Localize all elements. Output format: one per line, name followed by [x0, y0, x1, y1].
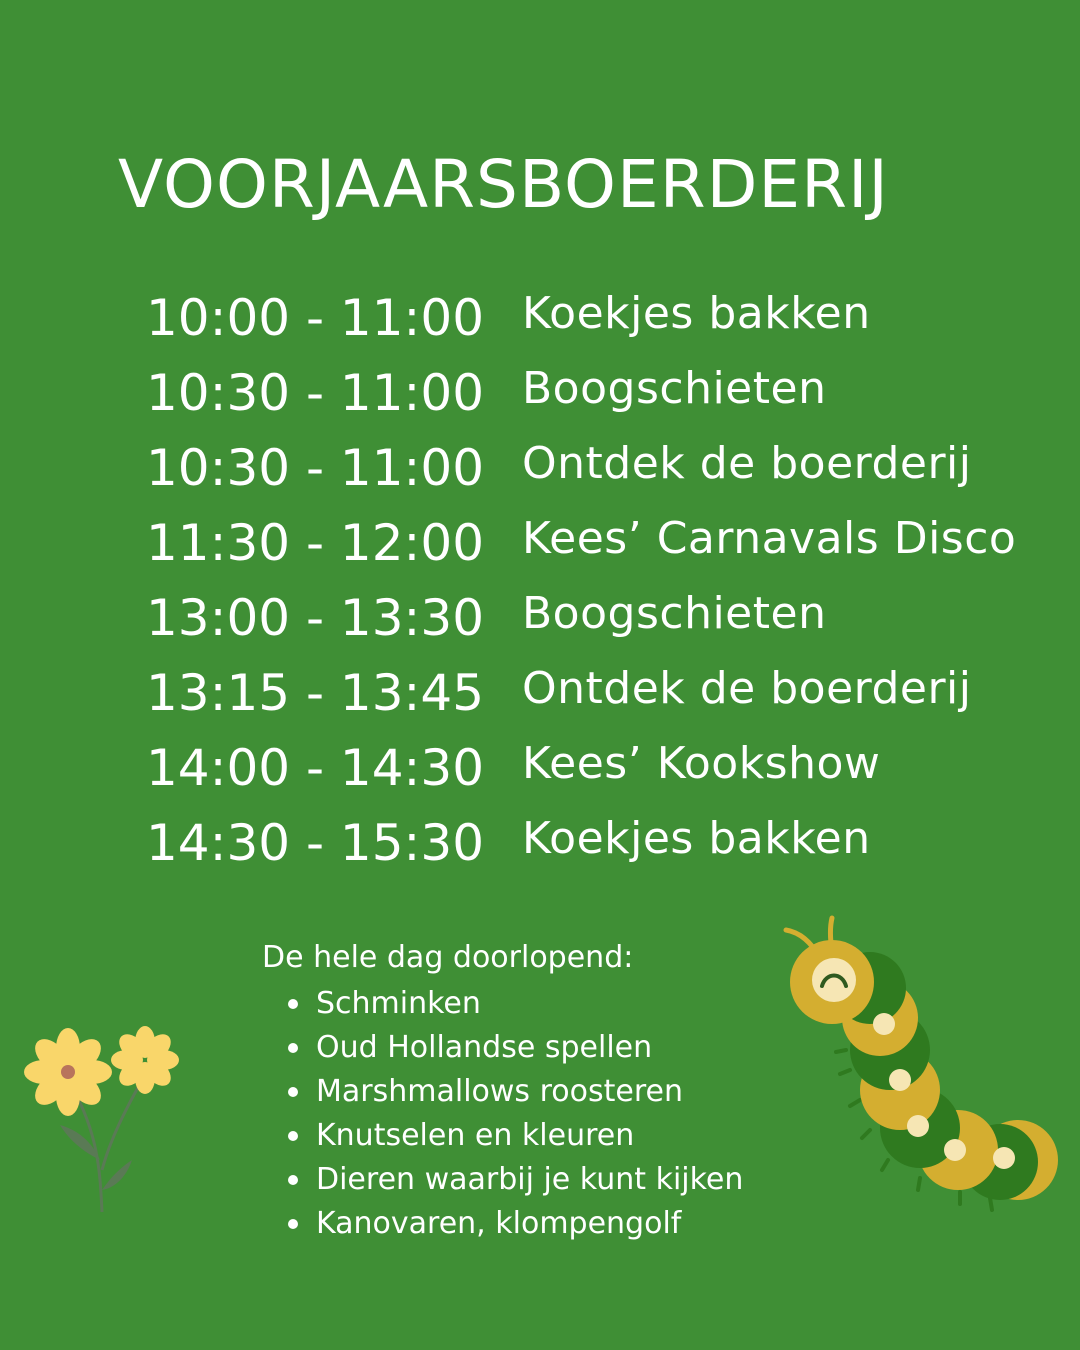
- all-day-section: [262, 940, 743, 1246]
- schedule-activity: Ontdek de boerderij: [522, 438, 972, 489]
- schedule-activity: Ontdek de boerderij: [522, 663, 972, 714]
- schedule-time: 14:00 - 14:30: [146, 739, 485, 797]
- schedule-time: 11:30 - 12:00: [146, 514, 485, 572]
- all-day-heading: De hele dag doorlopend:: [262, 940, 634, 975]
- schedule-activity: Koekjes bakken: [522, 813, 871, 864]
- list-item: [288, 1026, 743, 1070]
- caterpillar-icon: [770, 910, 1070, 1224]
- list-item: [288, 1158, 743, 1202]
- schedule-activity: Koekjes bakken: [522, 288, 871, 339]
- list-item: [288, 1202, 743, 1246]
- page-title: VOORJAARSBOERDERIJ: [118, 146, 889, 224]
- list-item-label: Dieren waarbij je kunt kijken: [316, 1162, 744, 1197]
- list-item: [288, 1070, 743, 1114]
- bullet-icon: [288, 1131, 298, 1141]
- schedule-time: 10:30 - 11:00: [146, 364, 485, 422]
- schedule-activity: Kees’ Kookshow: [522, 738, 881, 789]
- schedule-time: 13:15 - 13:45: [146, 664, 485, 722]
- list-item-label: Oud Hollandse spellen: [316, 1030, 653, 1065]
- list-item-label: Schminken: [316, 986, 481, 1021]
- schedule-time: 13:00 - 13:30: [146, 589, 485, 647]
- schedule-activity: Boogschieten: [522, 363, 827, 414]
- schedule-activity: Boogschieten: [522, 588, 827, 639]
- bullet-icon: [288, 1175, 298, 1185]
- yellow-flower-icon: [20, 1020, 190, 1224]
- list-item: [288, 982, 743, 1026]
- schedule-time: 10:00 - 11:00: [146, 289, 485, 347]
- list-item: [288, 1114, 743, 1158]
- bullet-icon: [288, 1219, 298, 1229]
- list-item-label: Knutselen en kleuren: [316, 1118, 635, 1153]
- bullet-icon: [288, 1087, 298, 1097]
- schedule-time: 14:30 - 15:30: [146, 814, 485, 872]
- list-item-label: Kanovaren, klompengolf: [316, 1206, 682, 1241]
- bullet-icon: [288, 999, 298, 1009]
- schedule-activity: Kees’ Carnavals Disco: [522, 513, 1017, 564]
- bullet-icon: [288, 1043, 298, 1053]
- schedule-time: 10:30 - 11:00: [146, 439, 485, 497]
- list-item-label: Marshmallows roosteren: [316, 1074, 683, 1109]
- all-day-list: [262, 982, 743, 1246]
